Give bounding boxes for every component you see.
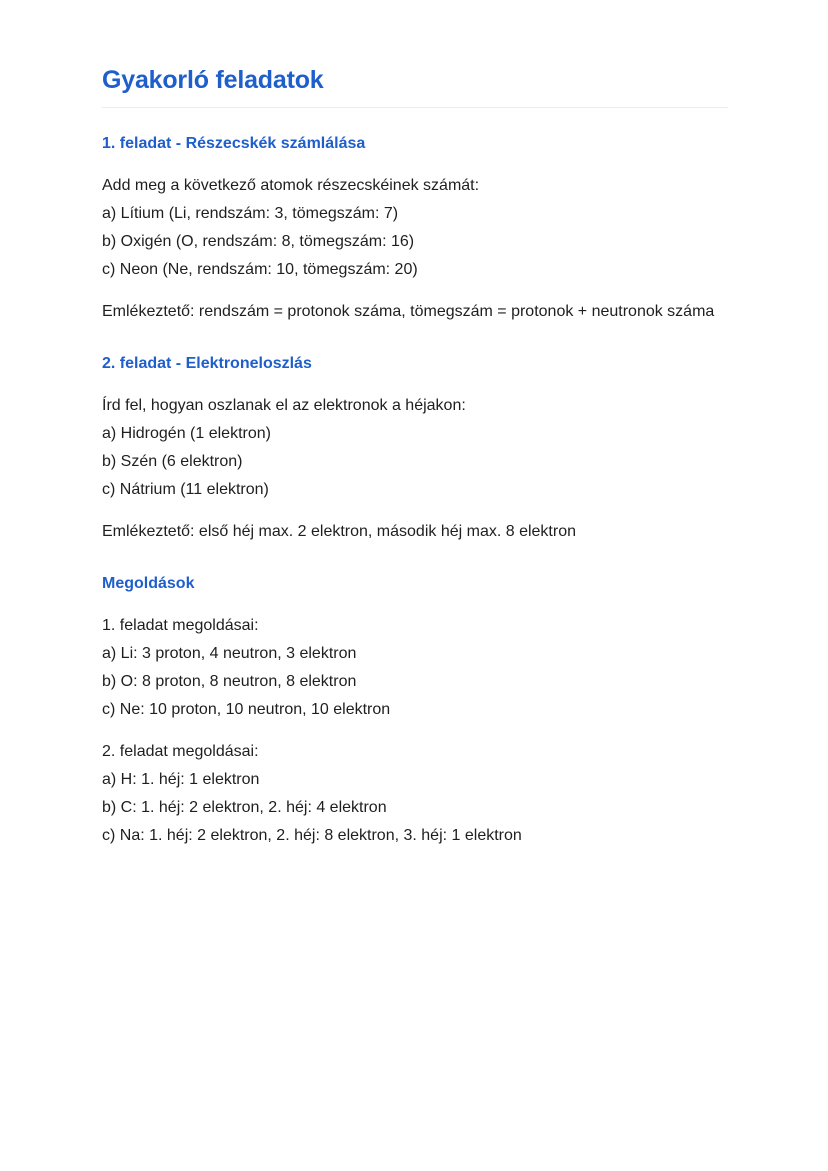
task1-section — [102, 132, 728, 326]
solution-item: a) H: 1. héj: 1 elektron — [102, 771, 260, 788]
task1-item: c) Neon (Ne, rendszám: 10, tömegszám: 20) — [102, 261, 418, 278]
solutions-heading: Megoldások — [102, 575, 195, 592]
task2-section — [102, 352, 728, 546]
task2-item: a) Hidrogén (1 elektron) — [102, 425, 271, 442]
solutions-section — [102, 572, 728, 850]
solution-item: c) Na: 1. héj: 2 elektron, 2. héj: 8 elektron, 3. héj: 1 elektron — [102, 827, 522, 844]
solution-item: b) C: 1. héj: 2 elektron, 2. héj: 4 elektron — [102, 799, 387, 816]
task1-heading: 1. feladat - Részecskék számlálása — [102, 135, 366, 152]
task2-intro: Írd fel, hogyan oszlanak el az elektronok a héjakon: — [102, 397, 466, 414]
solutions-task2-label: 2. feladat megoldásai: — [102, 743, 259, 760]
task1-item: a) Lítium (Li, rendszám: 3, tömegszám: 7) — [102, 205, 399, 222]
task2-reminder: Emlékeztető: első héj max. 2 elektron, második héj max. 8 elektron — [102, 523, 576, 540]
task2-item: b) Szén (6 elektron) — [102, 453, 243, 470]
solutions-task1 — [102, 612, 728, 724]
task2-heading: 2. feladat - Elektroneloszlás — [102, 355, 312, 372]
task1-item: b) Oxigén (O, rendszám: 8, tömegszám: 16) — [102, 233, 415, 250]
solutions-task1-label: 1. feladat megoldásai: — [102, 617, 259, 634]
page-title: Gyakorló feladatok — [102, 66, 324, 94]
document-page — [102, 62, 728, 850]
solution-item: c) Ne: 10 proton, 10 neutron, 10 elektron — [102, 701, 391, 718]
task2-body — [102, 392, 728, 504]
task1-intro: Add meg a következő atomok részecskéinek számát: — [102, 177, 480, 194]
task1-reminder: Emlékeztető: rendszám = protonok száma, tömegszám = protonok + neutronok száma — [102, 303, 715, 320]
task1-body — [102, 172, 728, 284]
solutions-task2 — [102, 738, 728, 850]
title-divider — [102, 107, 728, 108]
solution-item: b) O: 8 proton, 8 neutron, 8 elektron — [102, 673, 357, 690]
solution-item: a) Li: 3 proton, 4 neutron, 3 elektron — [102, 645, 357, 662]
task2-item: c) Nátrium (11 elektron) — [102, 481, 269, 498]
